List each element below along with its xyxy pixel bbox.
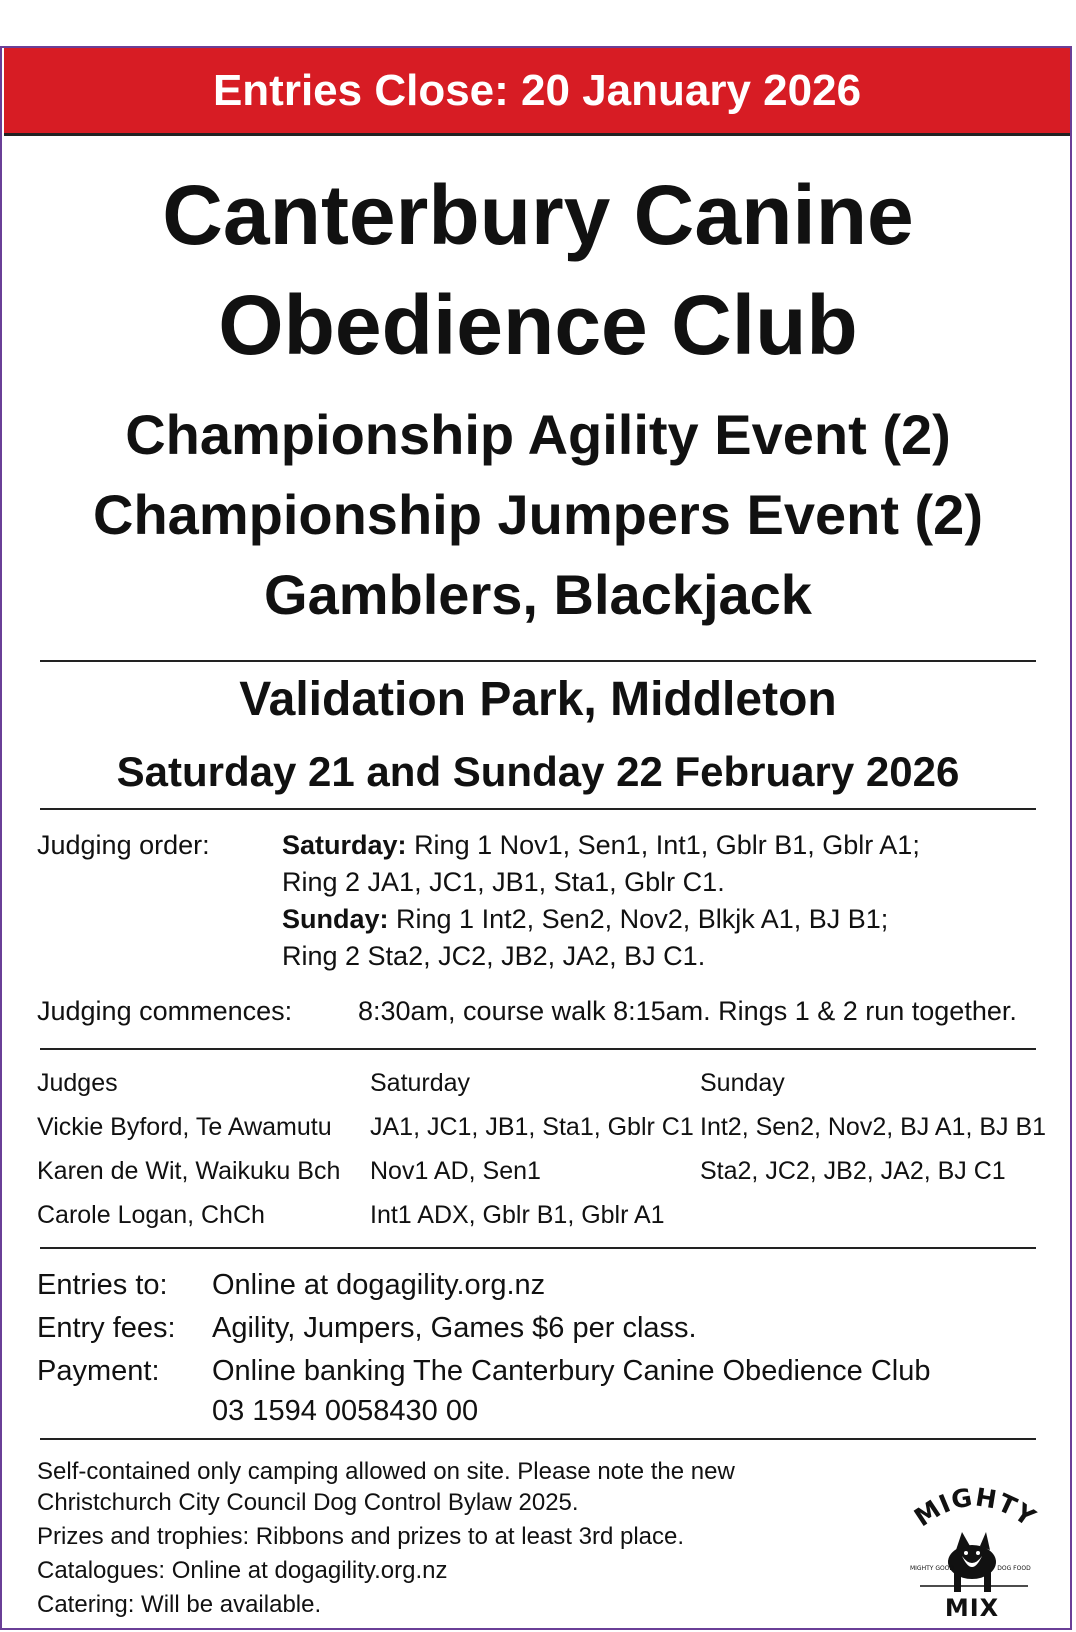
- footer-line: Self-contained only camping allowed on site. Please note the new: [37, 1458, 735, 1485]
- dog-icon: [910, 1470, 1040, 1620]
- divider: [40, 660, 1036, 662]
- club-title-line2: Obedience Club: [218, 278, 858, 372]
- event-list: [0, 395, 1076, 635]
- table-header: Sunday: [700, 1069, 785, 1097]
- judge-saturday: JA1, JC1, JB1, Sta1, Gblr C1: [370, 1113, 694, 1141]
- event-item: Championship Jumpers Event (2): [93, 483, 983, 546]
- sunday-ring2: Ring 2 Sta2, JC2, JB2, JA2, BJ C1.: [282, 941, 706, 971]
- footer-line: Catering: Will be available.: [37, 1591, 322, 1618]
- club-title: [0, 160, 1076, 380]
- banner-text: Entries Close: 20 January 2026: [212, 65, 862, 115]
- logo-right-text: DOG FOOD: [997, 1565, 1031, 1572]
- saturday-ring2: Ring 2 JA1, JC1, JB1, Sta1, Gblr C1.: [282, 867, 725, 897]
- judge-sunday: Int2, Sen2, Nov2, BJ A1, BJ B1: [700, 1113, 1047, 1141]
- judge-saturday: Int1 ADX, Gblr B1, Gblr A1: [370, 1201, 665, 1229]
- footer-line: Catalogues: Online at dogagility.org.nz: [37, 1557, 448, 1584]
- judging-order-label: Judging order:: [37, 830, 210, 860]
- club-title-line1: Canterbury Canine: [162, 168, 914, 262]
- event-dates: Saturday 21 and Sunday 22 February 2026: [116, 748, 960, 795]
- sunday-ring1-text: Ring 1 Int2, Sen2, Nov2, Blkjk A1, BJ B1;: [396, 904, 889, 934]
- payment-value: Online banking The Canterbury Canine Obedience Club: [212, 1355, 931, 1387]
- commences-label: Judging commences:: [37, 996, 293, 1026]
- entries-label: Entries to:: [37, 1269, 168, 1301]
- svg-text:MIGHTY: [910, 1482, 1040, 1532]
- table-header: Saturday: [370, 1069, 471, 1097]
- payment-label: Payment:: [37, 1355, 160, 1387]
- judge-name: Vickie Byford, Te Awamutu: [37, 1113, 332, 1141]
- commences-text: 8:30am, course walk 8:15am. Rings 1 & 2 run together.: [358, 996, 1017, 1026]
- sunday-label: Sunday:: [282, 904, 389, 934]
- divider: [40, 1247, 1036, 1249]
- divider: [40, 808, 1036, 810]
- sunday-ring1: [282, 901, 888, 938]
- event-item: Gamblers, Blackjack: [264, 563, 812, 626]
- account-number: 03 1594 0058430 00: [212, 1395, 479, 1427]
- divider: [40, 1438, 1036, 1440]
- entries-value: Online at dogagility.org.nz: [212, 1269, 546, 1301]
- footer-line: Prizes and trophies: Ribbons and prizes to at least 3rd place.: [37, 1523, 685, 1550]
- event-item: Championship Agility Event (2): [125, 403, 951, 466]
- logo-left-text: MIGHTY GOOD: [910, 1565, 955, 1572]
- judge-name: Carole Logan, ChCh: [37, 1201, 265, 1229]
- venue-location: Validation Park, Middleton: [239, 673, 837, 726]
- entries-close-banner: [4, 48, 1070, 136]
- logo-top-text: MIGHTY: [910, 1482, 1040, 1533]
- logo-bottom-text: MIX: [944, 1594, 1000, 1620]
- fees-value: Agility, Jumpers, Games $6 per class.: [212, 1312, 697, 1344]
- fees-label: Entry fees:: [37, 1312, 176, 1344]
- judge-saturday: Nov1 AD, Sen1: [370, 1157, 541, 1185]
- saturday-ring1-text: Ring 1 Nov1, Sen1, Int1, Gblr B1, Gblr A1;: [414, 830, 920, 860]
- table-header: Judges: [37, 1069, 118, 1097]
- judge-sunday: Sta2, JC2, JB2, JA2, BJ C1: [700, 1157, 1006, 1185]
- footer-line: Christchurch City Council Dog Control Bylaw 2025.: [37, 1489, 579, 1516]
- saturday-label: Saturday:: [282, 830, 407, 860]
- judge-name: Karen de Wit, Waikuku Bch: [37, 1157, 341, 1185]
- saturday-ring1: [282, 827, 920, 864]
- divider: [40, 1048, 1036, 1050]
- mighty-mix-logo: [910, 1470, 1040, 1620]
